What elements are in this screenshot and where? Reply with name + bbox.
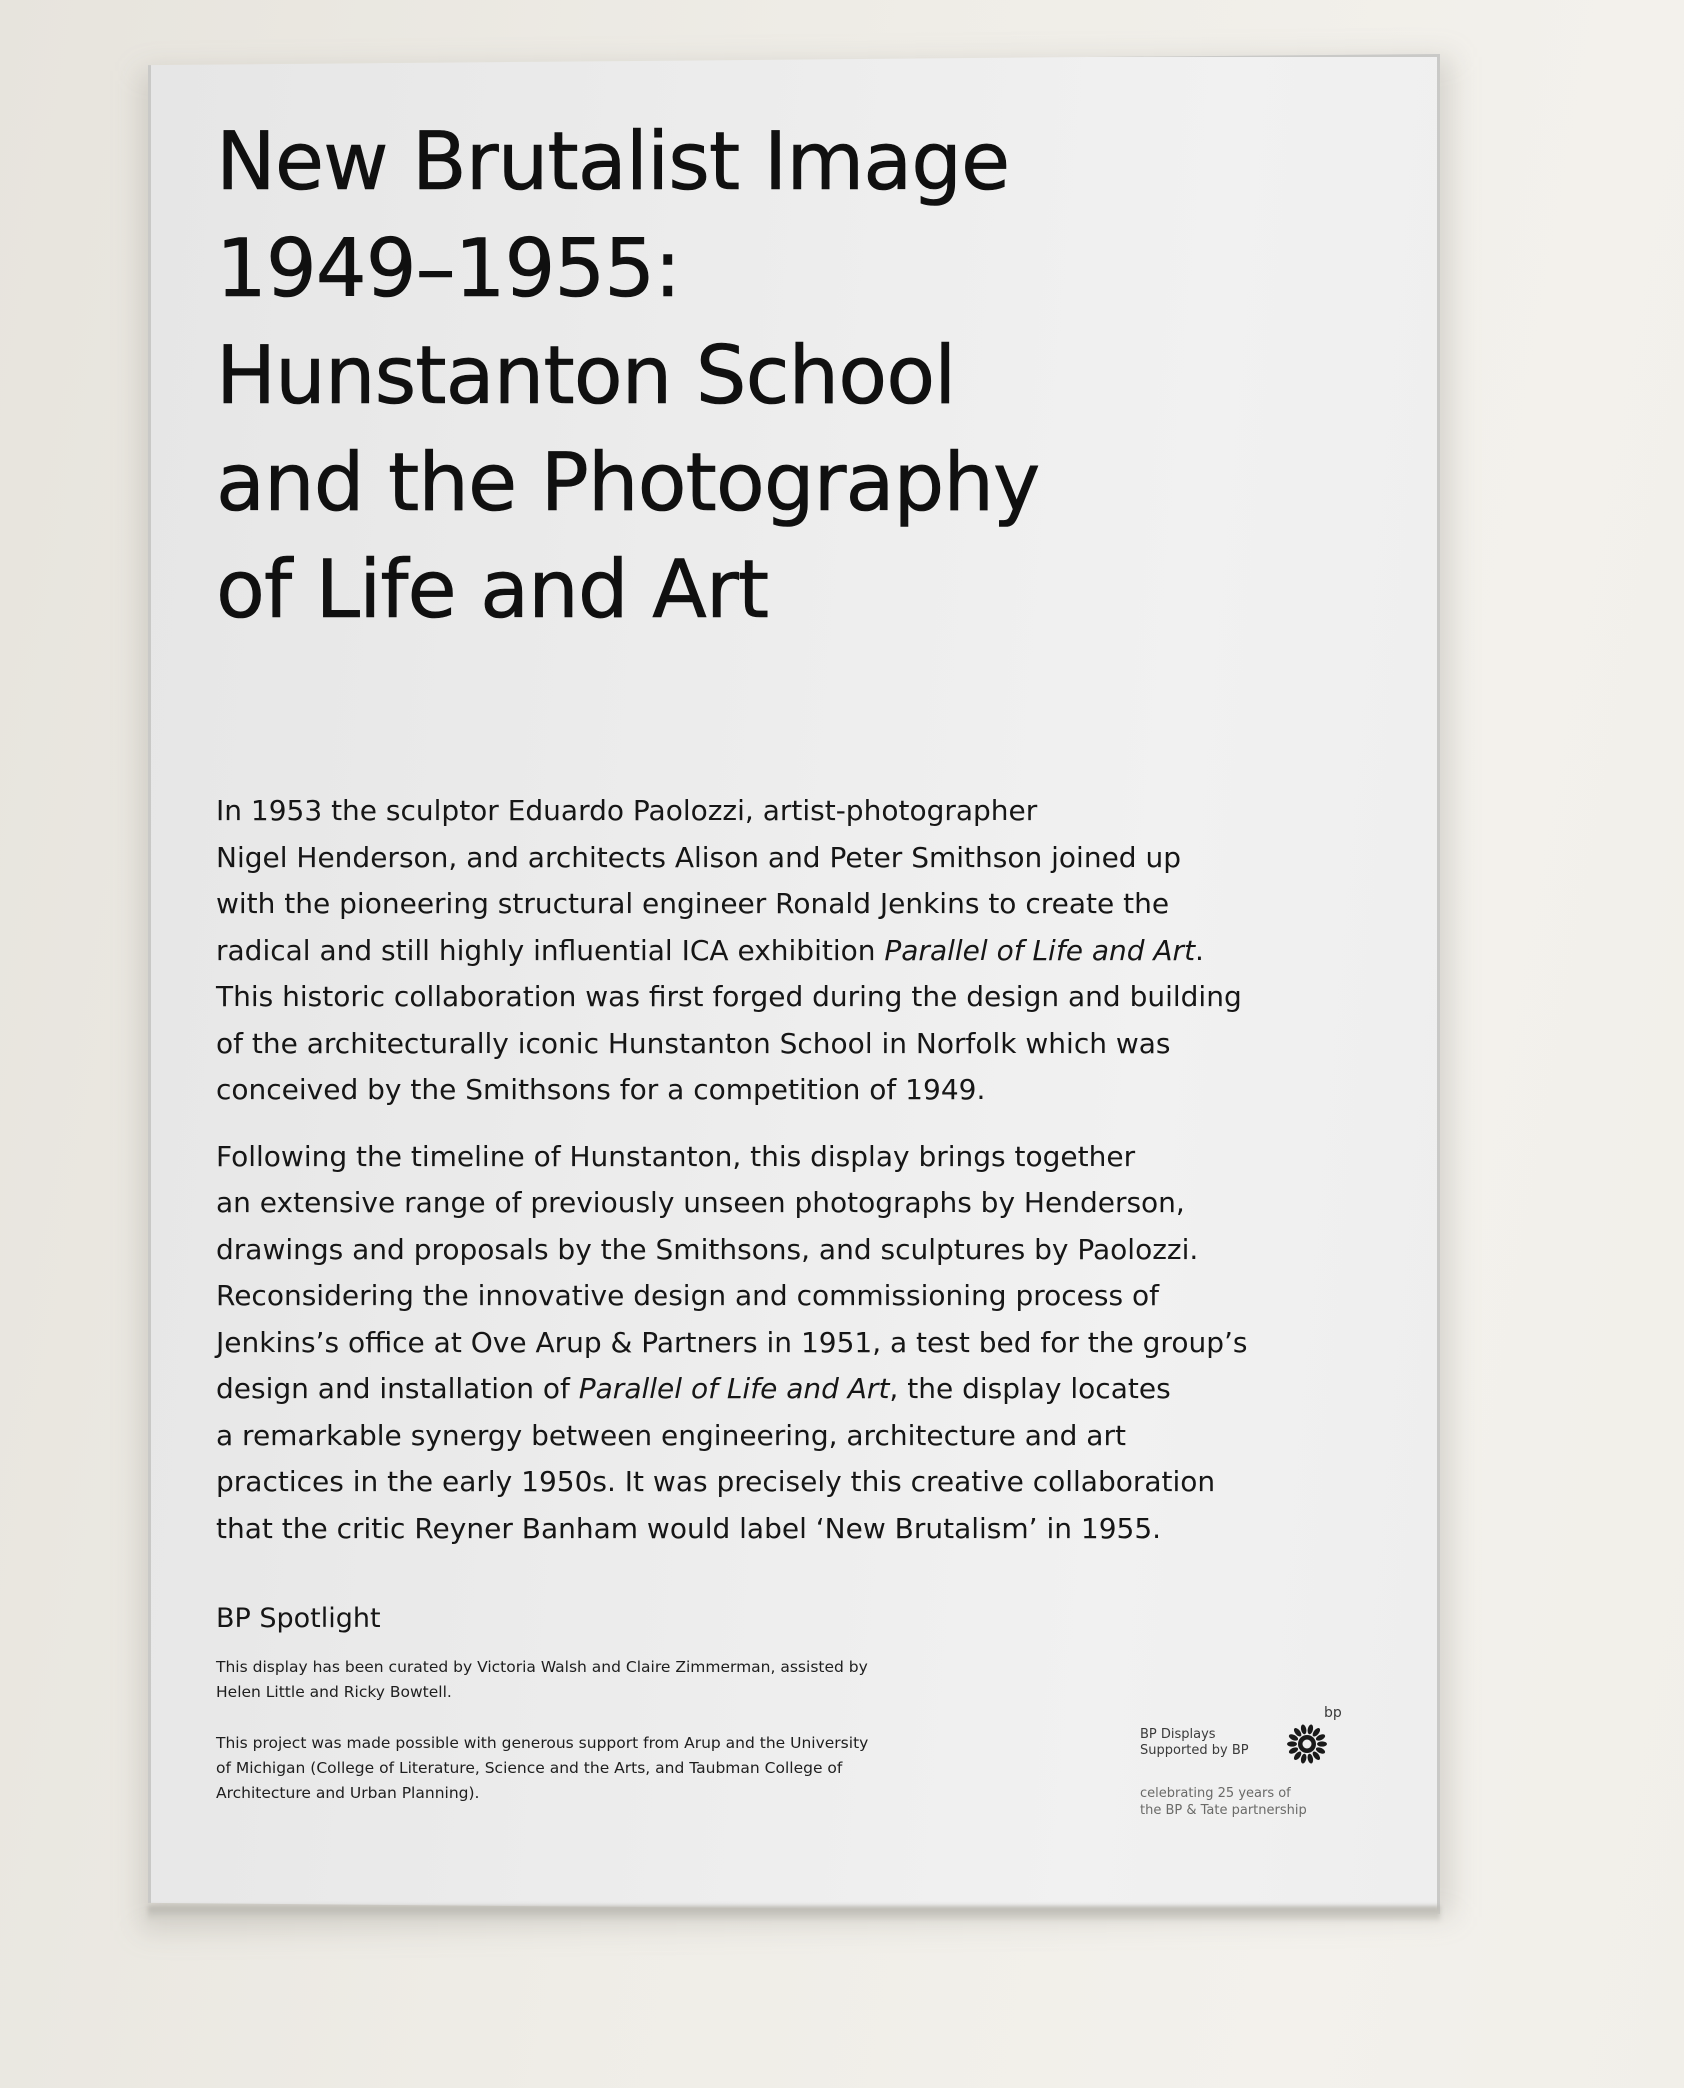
helios-petal: [1287, 1741, 1297, 1746]
bp-sponsor-block: [1138, 1705, 1348, 1835]
panel-bottom-edge: [148, 1906, 1440, 1920]
paragraph-line: Following the timeline of Hunstanton, this display brings together: [216, 1139, 1136, 1173]
paragraph-line: practices in the early 1950s. It was precisely this creative collaboration: [216, 1465, 1216, 1498]
paragraph-line: In 1953 the sculptor Eduardo Paolozzi, artist-photographer: [216, 794, 1038, 827]
sponsor-line: the BP & Tate partnership: [1140, 1803, 1307, 1818]
paragraph-line: [216, 928, 1336, 975]
sponsor-line: BP Displays: [1140, 1727, 1216, 1742]
credit-line: Helen Little and Ricky Bowtell.: [216, 1683, 452, 1701]
title-line: of Life and Art: [216, 543, 769, 636]
credit-line: This project was made possible with generous support from Arup and the University: [216, 1734, 869, 1752]
support-credit: [216, 1731, 1036, 1806]
paragraph-line: Jenkins’s office at Ove Arup & Partners in 1951, a test bed for the group’s: [216, 1325, 1248, 1359]
line-text: design and installation of: [216, 1372, 579, 1405]
bp-helios-icon: [1284, 1721, 1330, 1767]
helios-petal: [1317, 1741, 1327, 1746]
exhibition-name-italic: Parallel of Life and Art: [884, 933, 1196, 967]
spotlight-heading: BP Spotlight: [216, 1603, 381, 1634]
timeline-paragraph: [216, 1134, 1336, 1553]
sponsor-line: Supported by BP: [1140, 1743, 1249, 1758]
line-text: , the display locates: [889, 1372, 1171, 1405]
label-body: [216, 788, 1336, 1572]
exhibition-title: [216, 108, 1366, 643]
title-line: New Brutalist Image: [216, 115, 1010, 208]
intro-paragraph: [216, 788, 1336, 1114]
curator-credit: [216, 1655, 1036, 1705]
paragraph-line: of the architecturally iconic Hunstanton School in Norfolk which was: [216, 1026, 1171, 1060]
paragraph-line: with the pioneering structural engineer Ronald Jenkins to create the: [216, 887, 1170, 920]
paragraph-line: Reconsidering the innovative design and commissioning process of: [216, 1279, 1159, 1312]
title-line: 1949–1955:: [216, 222, 681, 315]
credit-line: of Michigan (College of Literature, Science and the Arts, and Taubman College of: [216, 1759, 843, 1777]
paragraph-line: This historic collaboration was first forged during the design and building: [216, 980, 1242, 1013]
paragraph-line: Nigel Henderson, and architects Alison and Peter Smithson joined up: [216, 840, 1181, 874]
bp-wordmark: bp: [1324, 1705, 1342, 1721]
paragraph-line: [216, 1366, 1336, 1413]
paragraph-line: a remarkable synergy between engineering, architecture and art: [216, 1418, 1126, 1452]
paragraph-line: conceived by the Smithsons for a competition of 1949.: [216, 1073, 986, 1106]
line-text: radical and still highly influential ICA exhibition: [216, 933, 885, 967]
credit-line: This display has been curated by Victoria Walsh and Claire Zimmerman, assisted by: [216, 1658, 868, 1676]
title-line: Hunstanton School: [216, 329, 956, 422]
credits: [216, 1655, 1036, 1832]
title-line: and the Photography: [216, 436, 1040, 529]
line-text: .: [1195, 933, 1204, 967]
exhibition-name-italic: Parallel of Life and Art: [578, 1372, 890, 1405]
bp-partnership-text: [1140, 1785, 1307, 1819]
paragraph-line: drawings and proposals by the Smithsons, and sculptures by Paolozzi.: [216, 1232, 1199, 1266]
paragraph-line: an extensive range of previously unseen photographs by Henderson,: [216, 1186, 1185, 1219]
credit-line: Architecture and Urban Planning).: [216, 1784, 480, 1802]
sponsor-line: celebrating 25 years of: [1140, 1786, 1291, 1801]
paragraph-line: that the critic Reyner Banham would label ‘New Brutalism’ in 1955.: [216, 1511, 1162, 1545]
bp-displays-text: [1140, 1727, 1249, 1759]
